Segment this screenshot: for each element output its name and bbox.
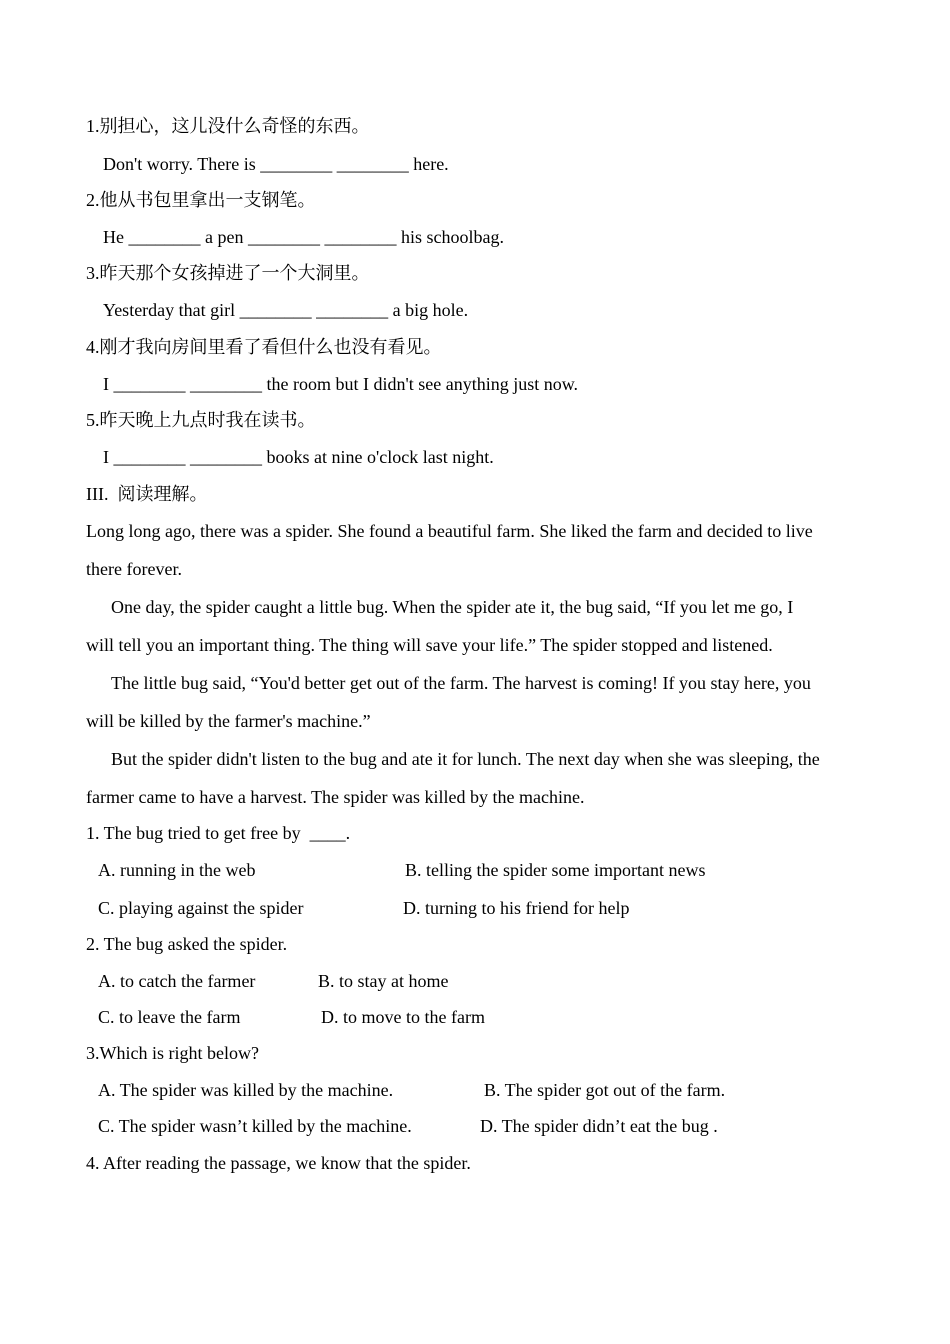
passage-paragraph-1-line-1: Long long ago, there was a spider. She found a beautiful farm. She liked the farm and decided to live [86,521,813,541]
question-3-option-b: B. The spider got out of the farm. [484,1080,726,1100]
translation-item-1-english: Don't worry. There is ________ ________ here. [103,154,449,174]
translation-item-2-chinese: 2.他从书包里拿出一支钢笔。 [86,190,316,210]
question-1-option-a: A. running in the web [98,860,256,880]
translation-item-3-chinese: 3.昨天那个女孩掉进了一个大洞里。 [86,263,370,283]
question-1-stem: 1. The bug tried to get free by ____. [86,823,351,843]
passage-paragraph-2-line-1: One day, the spider caught a little bug. When the spider ate it, the bug said, “If you let me go, I [111,597,794,617]
passage-paragraph-3-line-2: will be killed by the farmer's machine.” [86,711,371,731]
question-3-stem: 3.Which is right below? [86,1043,259,1063]
translation-item-4-english: I ________ ________ the room but I didn't see anything just now. [103,374,579,394]
passage-paragraph-4-line-2: farmer came to have a harvest. The spider was killed by the machine. [86,787,585,807]
question-4-stem: 4. After reading the passage, we know that the spider. [86,1153,471,1173]
question-2-option-a: A. to catch the farmer [98,971,256,991]
passage-paragraph-1-line-2: there forever. [86,559,182,579]
translation-item-4-chinese: 4.刚才我向房间里看了看但什么也没有看见。 [86,337,442,357]
question-2-stem: 2. The bug asked the spider. [86,934,288,954]
passage-paragraph-3-line-1: The little bug said, “You'd better get out of the farm. The harvest is coming! If you stay here, you [111,673,811,693]
question-2-option-c: C. to leave the farm [98,1007,241,1027]
section-heading-reading: III. 阅读理解。 [86,484,208,504]
passage-paragraph-2-line-2: will tell you an important thing. The thing will save your life.” The spider stopped and listened. [86,635,773,655]
translation-item-1-chinese: 1.别担心，这儿没什么奇怪的东西。 [86,116,370,136]
question-3-option-c: C. The spider wasn’t killed by the machine. [98,1116,412,1136]
translation-item-2-english: He ________ a pen ________ ________ his schoolbag. [103,227,504,247]
question-3-option-a: A. The spider was killed by the machine. [98,1080,394,1100]
passage-paragraph-4-line-1: But the spider didn't listen to the bug and ate it for lunch. The next day when she was sleeping, the [111,749,820,769]
question-3-option-d: D. The spider didn’t eat the bug . [480,1116,718,1136]
translation-item-5-english: I ________ ________ books at nine o'clock last night. [103,447,494,467]
question-1-option-d: D. turning to his friend for help [403,898,630,918]
translation-item-3-english: Yesterday that girl ________ ________ a big hole. [103,300,469,320]
translation-item-5-chinese: 5.昨天晚上九点时我在读书。 [86,410,316,430]
question-1-option-c: C. playing against the spider [98,898,304,918]
question-2-option-d: D. to move to the farm [321,1007,485,1027]
question-2-option-b: B. to stay at home [318,971,449,991]
question-1-option-b: B. telling the spider some important news [405,860,706,880]
